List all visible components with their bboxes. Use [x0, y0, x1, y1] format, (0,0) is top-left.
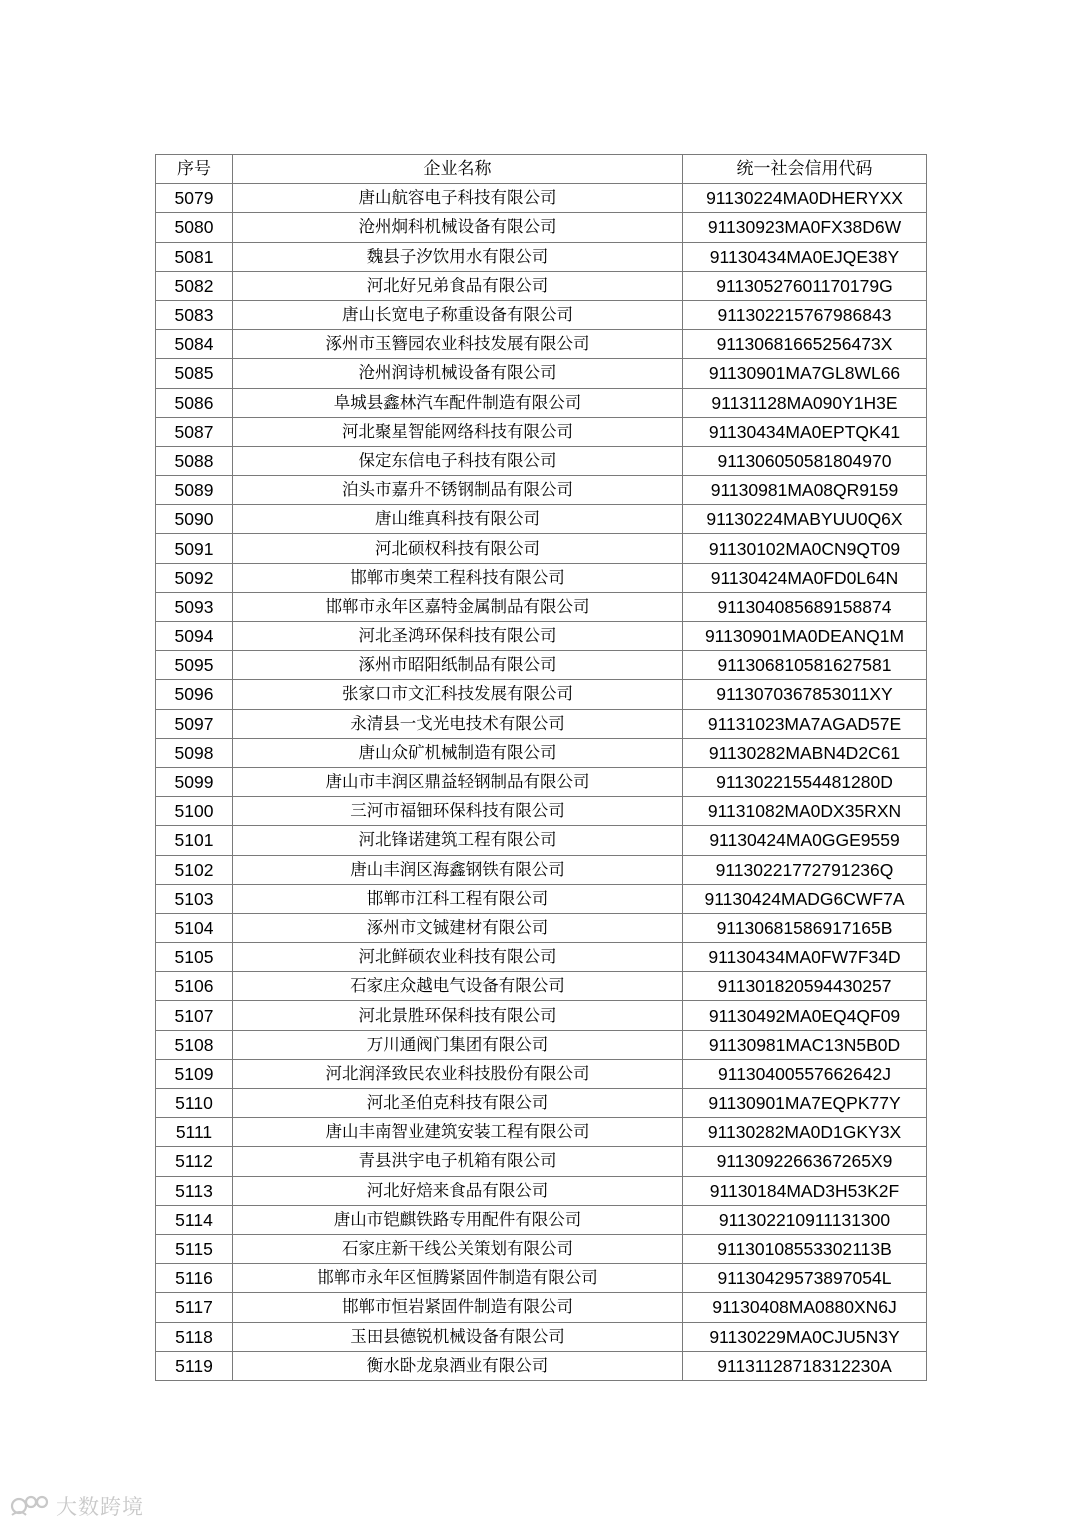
table-row [156, 1264, 927, 1293]
row-index: 5088 [156, 446, 233, 475]
row-index: 5095 [156, 651, 233, 680]
credit-code: 911306050581804970 [683, 446, 927, 475]
row-index: 5082 [156, 271, 233, 300]
table-row [156, 622, 927, 651]
table-row [156, 884, 927, 913]
table-row [156, 651, 927, 680]
table-row [156, 359, 927, 388]
company-name: 唐山众矿机械制造有限公司 [233, 738, 683, 767]
table-row [156, 505, 927, 534]
company-name: 河北圣伯克科技有限公司 [233, 1089, 683, 1118]
table-row [156, 1351, 927, 1380]
credit-code: 91130229MA0CJU5N3Y [683, 1322, 927, 1351]
company-name: 沧州润诗机械设备有限公司 [233, 359, 683, 388]
company-registry-table [155, 154, 927, 1381]
row-index: 5091 [156, 534, 233, 563]
company-name: 石家庄新干线公关策划有限公司 [233, 1234, 683, 1263]
row-index: 5101 [156, 826, 233, 855]
credit-code: 91131082MA0DX35RXN [683, 797, 927, 826]
company-name: 涿州市玉簪园农业科技发展有限公司 [233, 330, 683, 359]
row-index: 5104 [156, 913, 233, 942]
row-index: 5103 [156, 884, 233, 913]
company-name: 玉田县德锐机械设备有限公司 [233, 1322, 683, 1351]
watermark-logo-icon [10, 1493, 52, 1519]
credit-code: 91130424MA0FD0L64N [683, 563, 927, 592]
table-row [156, 563, 927, 592]
credit-code: 9113070367853011XY [683, 680, 927, 709]
credit-code: 91130901MA7EQPK77Y [683, 1089, 927, 1118]
header-credit-code: 统一社会信用代码 [683, 155, 927, 184]
table-row [156, 826, 927, 855]
company-name: 河北鲜硕农业科技有限公司 [233, 943, 683, 972]
table-row [156, 1234, 927, 1263]
company-name: 阜城县鑫林汽车配件制造有限公司 [233, 388, 683, 417]
table-row [156, 913, 927, 942]
row-index: 5115 [156, 1234, 233, 1263]
credit-code: 91130221554481280D [683, 767, 927, 796]
table-row [156, 1147, 927, 1176]
company-name: 河北润泽致民农业科技股份有限公司 [233, 1059, 683, 1088]
row-index: 5100 [156, 797, 233, 826]
table-row [156, 680, 927, 709]
row-index: 5086 [156, 388, 233, 417]
row-index: 5118 [156, 1322, 233, 1351]
company-name: 唐山市丰润区鼎益轻钢制品有限公司 [233, 767, 683, 796]
table-row [156, 300, 927, 329]
header-index: 序号 [156, 155, 233, 184]
table-row [156, 943, 927, 972]
company-name: 河北圣鸿环保科技有限公司 [233, 622, 683, 651]
company-name: 永清县一戈光电技术有限公司 [233, 709, 683, 738]
company-name: 唐山维真科技有限公司 [233, 505, 683, 534]
row-index: 5083 [156, 300, 233, 329]
table-row [156, 1030, 927, 1059]
credit-code: 911301820594430257 [683, 972, 927, 1001]
credit-code: 911306810581627581 [683, 651, 927, 680]
credit-code: 91130981MA08QR9159 [683, 476, 927, 505]
credit-code: 911302215767986843 [683, 300, 927, 329]
company-name: 沧州炯科机械设备有限公司 [233, 213, 683, 242]
company-name: 邯郸市奥荣工程科技有限公司 [233, 563, 683, 592]
row-index: 5089 [156, 476, 233, 505]
row-index: 5111 [156, 1118, 233, 1147]
credit-code: 91130434MA0FW7F34D [683, 943, 927, 972]
company-name: 涿州市昭阳纸制品有限公司 [233, 651, 683, 680]
row-index: 5119 [156, 1351, 233, 1380]
row-index: 5116 [156, 1264, 233, 1293]
table-row [156, 1322, 927, 1351]
credit-code: 91130224MA0DHERYXX [683, 184, 927, 213]
table-row [156, 534, 927, 563]
company-name: 唐山丰南智业建筑安装工程有限公司 [233, 1118, 683, 1147]
company-name: 邯郸市恒岩紧固件制造有限公司 [233, 1293, 683, 1322]
table-row [156, 1118, 927, 1147]
row-index: 5090 [156, 505, 233, 534]
table-row [156, 242, 927, 271]
company-name: 邯郸市永年区嘉特金属制品有限公司 [233, 592, 683, 621]
table-row [156, 1059, 927, 1088]
credit-code: 91130901MA7GL8WL66 [683, 359, 927, 388]
credit-code: 911302210911131300 [683, 1205, 927, 1234]
credit-code: 91130901MA0DEANQ1M [683, 622, 927, 651]
table-row [156, 388, 927, 417]
header-company-name: 企业名称 [233, 155, 683, 184]
table-row [156, 797, 927, 826]
table-row [156, 1176, 927, 1205]
row-index: 5110 [156, 1089, 233, 1118]
row-index: 5087 [156, 417, 233, 446]
row-index: 5094 [156, 622, 233, 651]
row-index: 5098 [156, 738, 233, 767]
table-row [156, 184, 927, 213]
credit-code: 91130424MADG6CWF7A [683, 884, 927, 913]
row-index: 5114 [156, 1205, 233, 1234]
table-row [156, 767, 927, 796]
row-index: 5117 [156, 1293, 233, 1322]
table-row [156, 592, 927, 621]
watermark-text: 大数跨境 [56, 1495, 144, 1519]
table-row [156, 738, 927, 767]
row-index: 5105 [156, 943, 233, 972]
table-row [156, 330, 927, 359]
credit-code: 91130923MA0FX38D6W [683, 213, 927, 242]
company-name: 万川通阀门集团有限公司 [233, 1030, 683, 1059]
credit-code: 91130434MA0EJQE38Y [683, 242, 927, 271]
table-row [156, 855, 927, 884]
company-name: 石家庄众越电气设备有限公司 [233, 972, 683, 1001]
table-row [156, 972, 927, 1001]
credit-code: 91130434MA0EPTQK41 [683, 417, 927, 446]
row-index: 5112 [156, 1147, 233, 1176]
row-index: 5080 [156, 213, 233, 242]
row-index: 5099 [156, 767, 233, 796]
row-index: 5097 [156, 709, 233, 738]
credit-code: 91130282MABN4D2C61 [683, 738, 927, 767]
table-row [156, 1001, 927, 1030]
row-index: 5106 [156, 972, 233, 1001]
company-name: 邯郸市永年区恒腾紧固件制造有限公司 [233, 1264, 683, 1293]
credit-code: 91130424MA0GGE9559 [683, 826, 927, 855]
company-name: 唐山市铠麒铁路专用配件有限公司 [233, 1205, 683, 1234]
company-name: 魏县子汐饮用水有限公司 [233, 242, 683, 271]
row-index: 5107 [156, 1001, 233, 1030]
table-row [156, 709, 927, 738]
company-name: 河北景胜环保科技有限公司 [233, 1001, 683, 1030]
credit-code: 91130681665256473X [683, 330, 927, 359]
company-name: 河北聚星智能网络科技有限公司 [233, 417, 683, 446]
row-index: 5108 [156, 1030, 233, 1059]
watermark [10, 1491, 144, 1521]
row-index: 5093 [156, 592, 233, 621]
table-row [156, 476, 927, 505]
company-name: 三河市福钿环保科技有限公司 [233, 797, 683, 826]
credit-code: 91131128718312230A [683, 1351, 927, 1380]
company-name: 保定东信电子科技有限公司 [233, 446, 683, 475]
row-index: 5084 [156, 330, 233, 359]
company-name: 唐山丰润区海鑫钢铁有限公司 [233, 855, 683, 884]
credit-code: 91130221772791236Q [683, 855, 927, 884]
company-name: 河北硕权科技有限公司 [233, 534, 683, 563]
credit-code: 91130224MABYUU0Q6X [683, 505, 927, 534]
table-row [156, 417, 927, 446]
table-row [156, 446, 927, 475]
credit-code: 91130429573897054L [683, 1264, 927, 1293]
company-name: 河北锋诺建筑工程有限公司 [233, 826, 683, 855]
credit-code: 91130184MAD3H53K2F [683, 1176, 927, 1205]
table-row [156, 1205, 927, 1234]
credit-code: 91131128MA090Y1H3E [683, 388, 927, 417]
credit-code: 9113092266367265X9 [683, 1147, 927, 1176]
credit-code: 91130400557662642J [683, 1059, 927, 1088]
table-row [156, 213, 927, 242]
table-row [156, 1089, 927, 1118]
row-index: 5079 [156, 184, 233, 213]
table-row [156, 1293, 927, 1322]
credit-code: 91131023MA7AGAD57E [683, 709, 927, 738]
row-index: 5113 [156, 1176, 233, 1205]
table-row [156, 271, 927, 300]
company-name: 涿州市文铖建材有限公司 [233, 913, 683, 942]
credit-code: 91130282MA0D1GKY3X [683, 1118, 927, 1147]
table-header-row [156, 155, 927, 184]
company-name: 张家口市文汇科技发展有限公司 [233, 680, 683, 709]
credit-code: 91130681586917165B [683, 913, 927, 942]
row-index: 5081 [156, 242, 233, 271]
credit-code: 91130492MA0EQ4QF09 [683, 1001, 927, 1030]
row-index: 5096 [156, 680, 233, 709]
company-name: 泊头市嘉升不锈钢制品有限公司 [233, 476, 683, 505]
credit-code: 91130108553302113B [683, 1234, 927, 1263]
company-name: 河北好兄弟食品有限公司 [233, 271, 683, 300]
row-index: 5102 [156, 855, 233, 884]
company-name: 衡水卧龙泉酒业有限公司 [233, 1351, 683, 1380]
row-index: 5109 [156, 1059, 233, 1088]
row-index: 5085 [156, 359, 233, 388]
credit-code: 91130527601170179G [683, 271, 927, 300]
company-name: 青县洪宇电子机箱有限公司 [233, 1147, 683, 1176]
company-name: 河北好焙来食品有限公司 [233, 1176, 683, 1205]
credit-code: 911304085689158874 [683, 592, 927, 621]
company-name: 唐山航容电子科技有限公司 [233, 184, 683, 213]
credit-code: 91130408MA0880XN6J [683, 1293, 927, 1322]
row-index: 5092 [156, 563, 233, 592]
credit-code: 91130981MAC13N5B0D [683, 1030, 927, 1059]
company-name: 邯郸市江科工程有限公司 [233, 884, 683, 913]
credit-code: 91130102MA0CN9QT09 [683, 534, 927, 563]
company-name: 唐山长宽电子称重设备有限公司 [233, 300, 683, 329]
